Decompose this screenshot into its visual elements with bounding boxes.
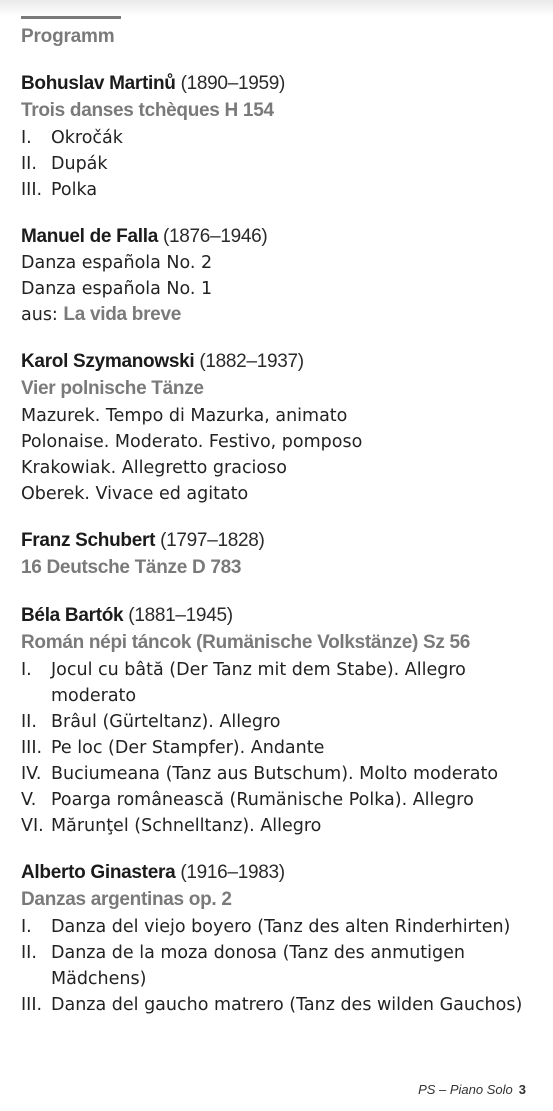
program-piece <box>21 223 541 328</box>
footer-text: PS – Piano Solo <box>418 1082 513 1097</box>
program-piece <box>21 527 541 582</box>
page-footer <box>418 1082 526 1097</box>
work-title: Danzas argentinas op. 2 <box>21 889 232 910</box>
composer-line <box>21 527 541 554</box>
movement-item <box>21 177 541 203</box>
page-heading: Programm <box>21 26 115 47</box>
movement-text: Pe loc (Der Stampfer). Andante <box>51 738 325 758</box>
movement-text: Danza del viejo boyero (Tanz des alten Rinderhirten) <box>51 917 511 937</box>
work-line: Krakowiak. Allegretto gracioso <box>21 458 287 478</box>
from-work-line <box>21 302 541 328</box>
movement-item <box>21 992 541 1018</box>
movement-text: Brâul (Gürteltanz). Allegro <box>51 712 281 732</box>
program-piece <box>21 602 541 839</box>
movement-text: Polka <box>51 180 98 200</box>
movement-text: Mărunţel (Schnelltanz). Allegro <box>51 816 322 836</box>
composer-dates: (1882–1937) <box>199 351 304 372</box>
program-list <box>21 70 541 1038</box>
composer-dates: (1916–1983) <box>180 862 285 883</box>
program-piece <box>21 70 541 203</box>
composer-name: Karol Szymanowski <box>21 351 195 372</box>
page-number: 3 <box>518 1082 526 1097</box>
work-title: Trois danses tchèques H 154 <box>21 100 274 121</box>
movement-number: V. <box>21 790 37 810</box>
heading-rule <box>21 16 121 19</box>
movement-item <box>21 151 541 177</box>
program-piece <box>21 859 541 1018</box>
movement-text: Jocul cu bâtă (Der Tanz mit dem Stabe). Allegro moderato <box>51 660 466 706</box>
movement-number: III. <box>21 180 43 200</box>
work-line: Mazurek. Tempo di Mazurka, animato <box>21 406 348 426</box>
composer-line <box>21 223 541 250</box>
movement-number: III. <box>21 995 43 1015</box>
work-line: Oberek. Vivace ed agitato <box>21 484 249 504</box>
movement-number: VI. <box>21 816 44 836</box>
work-line: Danza española No. 2 <box>21 253 213 273</box>
composer-line <box>21 348 541 375</box>
movement-number: II. <box>21 712 37 732</box>
movement-text: Danza de la moza donosa (Tanz des anmutigen Mädchens) <box>51 943 465 989</box>
movement-number: IV. <box>21 764 42 784</box>
composer-dates: (1881–1945) <box>128 605 233 626</box>
work-title: Román népi táncok (Rumänische Volkstänze) Sz 56 <box>21 632 471 653</box>
composer-name: Bohuslav Martinů <box>21 73 176 94</box>
composer-line <box>21 859 541 886</box>
movement-text: Okročák <box>51 128 123 148</box>
composer-dates: (1876–1946) <box>162 226 268 247</box>
movement-item <box>21 761 541 787</box>
work-line: Danza española No. 1 <box>21 279 213 299</box>
movement-text: Buciumeana (Tanz aus Butschum). Molto moderato <box>51 764 499 784</box>
movement-text: Poarga românească (Rumänische Polka). Allegro <box>51 790 474 810</box>
from-prefix: aus: <box>21 305 58 325</box>
movement-number: I. <box>21 128 32 148</box>
composer-line <box>21 70 541 97</box>
movement-item <box>21 940 541 992</box>
composer-line <box>21 602 541 629</box>
movement-number: II. <box>21 154 37 174</box>
composer-name: Alberto Ginastera <box>21 862 176 883</box>
work-title: Vier polnische Tänze <box>21 378 204 399</box>
movement-item <box>21 657 541 709</box>
movement-item <box>21 787 541 813</box>
movement-item <box>21 813 541 839</box>
movement-number: I. <box>21 917 32 937</box>
movement-item <box>21 709 541 735</box>
movement-text: Dupák <box>51 154 108 174</box>
composer-name: Franz Schubert <box>21 530 156 551</box>
from-work-title: La vida breve <box>63 304 181 325</box>
composer-name: Manuel de Falla <box>21 226 158 247</box>
movement-number: I. <box>21 660 32 680</box>
movement-number: III. <box>21 738 43 758</box>
movement-number: II. <box>21 943 37 963</box>
movement-item <box>21 125 541 151</box>
program-piece <box>21 348 541 507</box>
composer-dates: (1797–1828) <box>160 530 265 551</box>
work-title: 16 Deutsche Tänze D 783 <box>21 557 242 578</box>
movement-item <box>21 914 541 940</box>
movement-text: Danza del gaucho matrero (Tanz des wilden Gauchos) <box>51 995 523 1015</box>
composer-name: Béla Bartók <box>21 605 124 626</box>
top-shadow <box>0 0 553 16</box>
composer-dates: (1890–1959) <box>180 73 286 94</box>
work-line: Polonaise. Moderato. Festivo, pomposo <box>21 432 363 452</box>
movement-item <box>21 735 541 761</box>
